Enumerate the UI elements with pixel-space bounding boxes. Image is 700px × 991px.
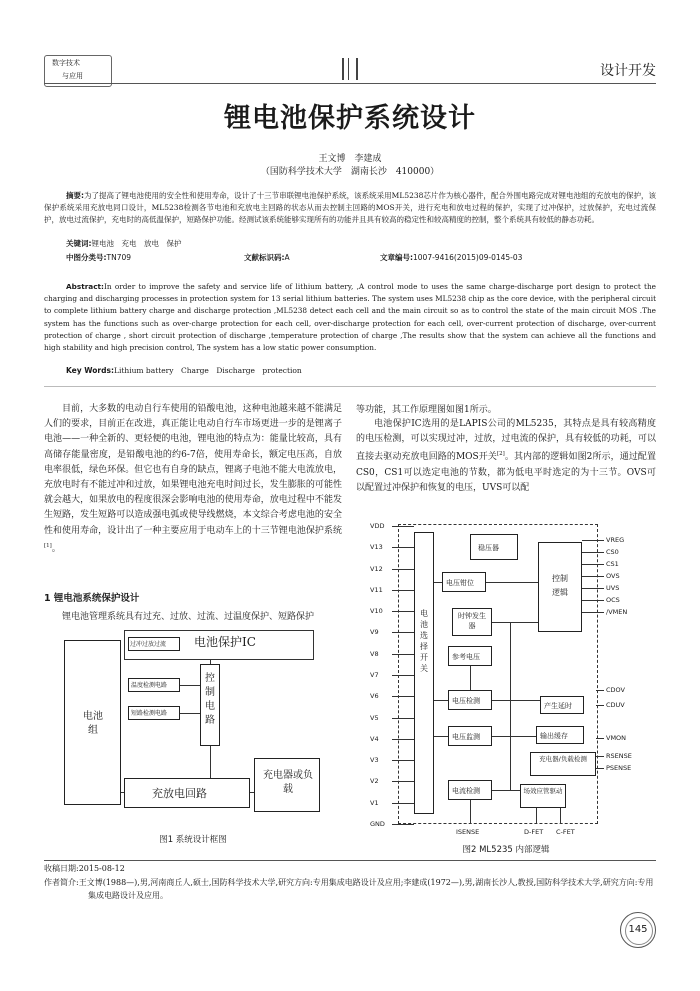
fig2-ref-voltage-label: 参考电压 [452,653,480,661]
fig2-pin-v10: V10 [370,607,383,616]
fig2-pin-v6: V6 [370,692,379,701]
fig1-arrow-control-loop [210,746,211,778]
section-label: 设计开发 [600,63,656,79]
body-right-para2 [356,417,656,496]
fig2-pin-uvs: UVS [606,584,620,592]
fig2-pin-cfet: C-FET [556,828,575,836]
fig2-pin-v8: V8 [370,649,379,658]
fig2-pin-v7: V7 [370,671,379,679]
fig2-pin-v5: V5 [370,713,379,722]
clc-value: TN709 [106,253,132,262]
fig2-pin-wire [392,739,414,740]
fig2-output-buffer-label: 输出缓存 [540,732,568,740]
fig2-wire-5 [492,700,540,701]
fig2-pin-wire [392,824,414,825]
fig2-pin-vreg: VREG [606,536,625,544]
body-left-para2: 锂电池管理系统具有过充、过放、过流、过温度保护、短路保护 [62,612,315,622]
fig2-pin-ocs: OCS [606,596,620,604]
body-left-para1-end: 。 [51,543,61,554]
fig1-arrow-ic-control [210,660,211,664]
fig2-pin-vdd: VDD [370,522,385,530]
fig1-overcharge-label: 过冲过放过流 [130,641,167,648]
fig2-control-logic-label: 控制逻辑 [552,574,568,597]
fig2-pin-wire [392,590,414,591]
fig2-pin-wire [596,756,604,757]
fig2-pin-wire [596,705,604,706]
figure-2-caption: 图2 ML5235 内部逻辑 [462,845,550,855]
fig2-pin-rsense: RSENSE [606,752,632,760]
fig1-line-loop-charger [250,792,254,793]
fig2-voltage-detect-label: 电压检测 [452,697,480,705]
fig2-pin-wire [392,696,414,697]
fig2-pin-v12: V12 [370,564,383,573]
fig2-pin-wire [392,569,414,570]
fig2-charger-load-label: 充电器/负载检测 [539,755,587,763]
keywords-en-label: Key Words: [66,366,114,375]
abstract-rule [44,386,656,387]
fig2-pin-v2: V2 [370,777,379,786]
fig2-wire-11 [470,800,471,824]
keywords-en-text: Lithium battery Charge Discharge protection [113,366,302,375]
body-right-para1: 等功能，其工作原理图如图1所示。 [356,405,497,415]
fig2-pin-wire [582,576,604,577]
keywords-cn-label: 关键词: [66,239,92,248]
fig2-pin-wire [392,760,414,761]
abstract-en-text: In order to improve the safety and service life of lithium battery, ,A control mode to uses the same charge-discharge port design to protect the charging and discharging processes in protection system for 13 serial lithium batteries. The system uses ML5238 chip as the core device, with the peripheral circuit to complete lithium battery charge and discharge protection ,ML5238 detect each cell and the main circuit so as to control the state of the main circuit MOS .The system has the functions such as over-charge protection for each cell, over-discharge protection for each cell, over-current protection of discharge, over-current protection of charge , short circuit protection of discharge ,temperature protection of charge ,The results show that the system can achieve all the functions and high stability and high precision control, The system has a low static power consumption. [44,282,656,353]
fig2-pin-ovs: OVS [606,572,620,580]
fig2-pin-cdov: CDOV [606,686,625,694]
fig1-charger-label: 充电器或负载 [263,770,313,795]
received-date: 收稿日期:2015-08-12 [44,864,125,873]
fig2-pin-wire [582,612,604,613]
doc-code [244,252,290,263]
fig2-pin-gnd: GND [370,820,385,828]
fig1-arrow-temp [180,685,200,686]
fig2-pin-v11: V11 [370,585,383,594]
clc-label: 中图分类号: [66,253,107,262]
fig1-battery-pack-label: 电池组 [83,711,103,736]
clc-number [66,252,131,263]
page-number: 145 [628,924,648,935]
body-left-para1-text: 目前，大多数的电动自行车使用的铅酸电池，这种电池越来越不能满足人们的要求，目前正在改进，真正能让电动自行车市场更进一步的是锂离子电池——一种全新的、更轻便的电池，锂电池的特点为：能量比较高，具有高储存能量密度，是铅酸电池的约6-7倍，使用寿命长，额定电压高，自放电率很低，绿色环保。但它也有自身的缺点，锂离子电池不能大电流放电，充放电时有不能过冲和过放，如果锂电池充电时间过长，发生膨胀的可能性就会越大，如果放电的程度很深会影响电池的使用寿命，放电过程中不能发生短路，发生短路可以造成强电弧或使导线燃烧，本文综合考虑电池的安全性和使用寿命，设计出了一种主要应用于电动车上的十三节锂电池保护系统 [44,404,342,536]
fig2-pin-v3: V3 [370,756,379,765]
abstract-cn-label: 摘要: [66,191,85,200]
fig2-wire-10 [470,666,471,690]
fig2-pin-cs1: CS1 [606,560,619,568]
fig2-clock-label: 时钟发生器 [458,612,486,630]
header-divider-3 [356,58,358,80]
section-heading-1: 1 锂电池系统保护设计 [44,593,140,604]
fig1-arrow-short [180,713,200,714]
fig2-pin-wire [392,718,414,719]
header-rule [44,83,656,84]
fig2-pin-isense: ISENSE [456,828,480,836]
fig2-pin-wire [582,540,604,541]
fig2-pin-wire [596,768,604,769]
page-number-badge [620,912,656,948]
body-right-para2-text: 电池保护IC选用的是LAPIS公司的ML5235，其特点是具有较高精度的电压检测，可以实现过冲，过放，过电流的保护，具有较低的功耗，可以直接去驱动充放电回路的MOS开关 [356,419,656,463]
header-divider-2 [348,58,349,80]
figure-1-caption: 图1 系统设计框图 [159,835,227,845]
fig2-level-shift-label: 电压钳位 [446,579,474,587]
fig2-wire-7 [492,736,536,737]
fig2-pin-wire [392,526,414,527]
footnote-rule [44,860,656,861]
author-bio [44,876,656,902]
fig1-control-label: 控制电路 [205,673,215,726]
fig2-cell-select-label: 电池选择开关 [420,609,428,673]
fig2-wire-4 [434,700,448,701]
fig2-pin-vmon: VMON [606,734,627,742]
author-bio-label: 作者简介: [44,878,79,887]
fig2-fet-drive-label: 场效应管驱动 [523,787,563,795]
fig1-loop-label: 充放电回路 [152,787,207,800]
fig2-voltage-monitor-label: 电压监测 [452,733,480,741]
fig2-pin-wire [582,600,604,601]
fig2-pin-wire [582,564,604,565]
fig2-pin-v1: V1 [370,798,379,807]
body-left-para1 [44,402,342,557]
abstract-cn [44,190,656,226]
fig2-delay-label: 产生延时 [544,702,572,710]
fig2-wire-1 [434,582,442,583]
fig2-regulator-label: 稳压器 [478,544,499,552]
fig2-wire-9 [510,622,511,790]
fig1-temp-detect-label: 温度检测电路 [131,682,168,689]
paper-affiliation: （国防科学技术大学 湖南长沙 410000） [260,167,440,177]
abstract-en [44,281,656,354]
fig2-pin-wire [582,588,604,589]
doc-code-label: 文献标识码: [244,253,285,262]
fig2-wire-8 [492,790,520,791]
abstract-cn-text: 为了提高了锂电池使用的安全性和使用寿命，设计了十三节串联锂电池保护系统，该系统采用ML5238芯片作为核心器件，配合外围电路完成对锂电池组的充放电的保护，该保护系统采用充放电同口设计，ML5238检测各节电池和充放电主回路的状态从而去控制主回路的MOS开关，进行充电和放电过程的保护，实现了过冲保护，过放保护，充电过流保护，放电过流保护，充电时的高低温保护，短路保护功能。经测试该系统能够实现所有的功能并且具有较高的稳定性和较高精度的控制，整个系统具有较低的静态功耗。 [44,191,657,224]
fig2-pin-wire [392,803,414,804]
fig2-wire-13 [560,808,561,824]
keywords-cn-text: 锂电池 充电 放电 保护 [91,239,182,248]
fig2-pin-wire [596,690,604,691]
article-number-label: 文章编号: [380,253,413,262]
fig2-pin-wire [392,781,414,782]
fig1-line-batt-loop [121,792,124,793]
fig2-pin-wire [596,738,604,739]
fig2-pin-psense: PSENSE [606,764,632,772]
journal-name-line1: 数字技术 [52,59,80,67]
fig2-wire-6 [434,736,448,737]
keywords-cn [66,238,182,249]
fig2-pin-wire [392,675,414,676]
citation-ref-2[interactable]: [2] [496,451,505,458]
figure-1 [56,620,340,830]
fig2-pin-wire [582,552,604,553]
fig2-pin-cs0: CS0 [606,548,619,556]
fig2-pin-wire [392,547,414,548]
header-divider-1 [342,58,344,80]
fig2-pin-wire [392,611,414,612]
fig1-battery-ic-label: 电池保护IC [194,635,256,649]
author-bio-text: 王文博(1988—),男,河南商丘人,硕士,国防科学技术大学,研究方向:专用集成电路设计及应用;李建成(1972—),男,湖南长沙人,教授,国防科学技术大学,研究方向:专用集成电路设计及应用。 [78,878,654,900]
article-number [380,252,522,263]
fig2-pin-v9: V9 [370,628,379,637]
paper-title: 锂电池保护系统设计 [224,103,476,134]
citation-ref-1[interactable]: [1] [44,542,52,549]
journal-name-line2: 与应用 [62,72,83,80]
fig2-wire-12 [536,808,537,824]
fig2-pin-vmen: /VMEN [606,608,628,616]
fig2-wire-3 [492,622,538,623]
fig2-pin-wire [392,654,414,655]
fig2-pin-v13: V13 [370,543,383,552]
fig2-pin-wire [392,632,414,633]
fig2-wire-2 [486,582,538,583]
fig1-short-detect-label: 短路检测电路 [131,710,168,717]
keywords-en [66,365,302,376]
doc-code-value: A [284,253,290,262]
body-right-para2-end: 。其内部的逻辑如图2所示，通过配置CS0，CS1可以选定电池的节数，都为低电平时选定的为十三节。OVS可以配置过冲保护和恢复的电压，UVS可以配 [356,452,656,493]
fig2-pin-cduv: CDUV [606,701,625,709]
fig2-pin-dfet: D-FET [524,828,544,836]
abstract-en-label: Abstract: [66,282,104,291]
paper-authors: 王文博 李建成 [318,154,382,164]
figure-2 [360,512,656,842]
fig2-current-detect-label: 电流检测 [452,787,480,795]
article-number-value: 1007-9416(2015)09-0145-03 [413,253,523,262]
fig2-pin-v4: V4 [370,734,379,743]
